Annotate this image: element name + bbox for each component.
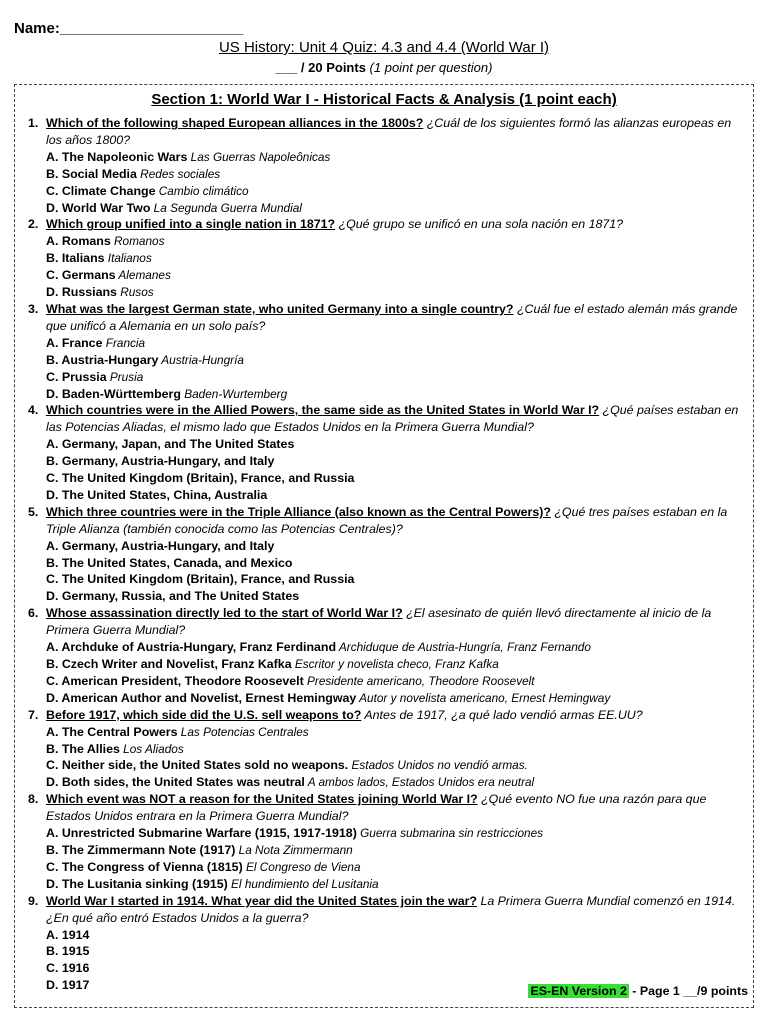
answer-option[interactable] xyxy=(28,166,750,183)
option-text-es: Presidente americano, Theodore Roosevelt xyxy=(303,673,535,688)
option-text-es: Alemanes xyxy=(115,268,171,283)
question-number: 9. xyxy=(28,893,39,908)
answer-option[interactable] xyxy=(28,741,750,758)
question-6 xyxy=(28,605,750,639)
answer-option[interactable] xyxy=(28,943,750,960)
option-text-en: C. The Congress of Vienna (1815) xyxy=(46,859,243,874)
answer-option[interactable] xyxy=(28,183,750,200)
course-name: US History xyxy=(218,39,291,56)
answer-option[interactable] xyxy=(28,487,750,504)
option-text-en: A. Romans xyxy=(46,234,111,249)
answer-option[interactable] xyxy=(28,335,750,352)
option-text-en: D. Russians xyxy=(46,285,117,300)
option-text-en: C. The United Kingdom (Britain), France, and Russia xyxy=(46,572,355,587)
question-text-en: Which group unified into a single nation in 1871? xyxy=(46,217,336,232)
question-text-en: Which three countries were in the Triple Alliance (also known as the Central Powers)? xyxy=(46,504,551,519)
option-text-es: Las Potencias Centrales xyxy=(177,724,309,739)
option-text-en: B. Czech Writer and Novelist, Franz Kafka xyxy=(46,657,292,671)
option-text-es: Las Guerras Napoleônicas xyxy=(187,149,331,164)
answer-option[interactable] xyxy=(28,284,750,301)
option-text-en: C. Climate Change xyxy=(46,183,156,198)
question-text-es: Antes de 1917, ¿a qué lado vendió armas EE.UU? xyxy=(361,707,643,722)
answer-option[interactable] xyxy=(28,774,750,791)
answer-option[interactable] xyxy=(28,538,750,555)
option-text-en: C. American President, Theodore Roosevelt xyxy=(46,673,304,688)
answer-option[interactable] xyxy=(28,470,750,487)
question-text-en: World War I started in 1914. What year did the United States join the war? xyxy=(46,893,477,908)
answer-option[interactable] xyxy=(28,233,750,250)
option-text-es: Austria-Hungría xyxy=(158,352,244,367)
option-text-en: B. The Allies xyxy=(46,741,120,756)
option-text-es: Archiduque de Austria-Hungría, Franz Fernando xyxy=(336,640,591,655)
question-text-es: ¿El asesinato de quién llevó directamente al inicio de la Primera Guerra Mundial? xyxy=(46,606,712,638)
option-text-en: A. France xyxy=(46,335,103,350)
option-text-en: B. 1915 xyxy=(46,944,90,959)
option-text-es: Francia xyxy=(102,335,146,350)
option-text-en: C. The United Kingdom (Britain), France, and Russia xyxy=(46,471,355,486)
option-text-es: Prusia xyxy=(106,369,144,384)
answer-option[interactable] xyxy=(28,876,750,893)
option-text-en: D. American Author and Novelist, Ernest Hemingway xyxy=(46,690,357,705)
answer-option[interactable] xyxy=(28,386,750,403)
quiz-title xyxy=(0,39,768,56)
option-text-es: Autor y novelista americano, Ernest Hemingway xyxy=(356,690,611,705)
option-text-en: A. The Central Powers xyxy=(46,724,178,739)
section-title: Section 1: World War I - Historical Facts & Analysis (1 point each) xyxy=(151,91,617,108)
option-text-es: Guerra submarina sin restricciones xyxy=(356,826,544,841)
question-number: 3. xyxy=(28,301,39,316)
question-text-en: What was the largest German state, who united Germany into a single country? xyxy=(46,301,514,316)
answer-option[interactable] xyxy=(28,757,750,774)
option-text-es: La Nota Zimmermann xyxy=(235,842,353,857)
option-text-en: D. Both sides, the United States was neutral xyxy=(46,775,305,790)
score-line xyxy=(0,60,768,75)
option-text-en: B. Germany, Austria-Hungary, and Italy xyxy=(46,454,275,469)
answer-option[interactable] xyxy=(28,656,750,673)
question-text-es: ¿Cuál fue el estado alemán más grande que unificó a Alemania en un solo país? xyxy=(46,301,738,333)
answer-option[interactable] xyxy=(28,842,750,859)
option-text-es: Redes sociales xyxy=(136,166,221,181)
points-note: (1 point per question) xyxy=(365,60,493,75)
question-text-es: ¿Qué tres países estaban en la Triple Alianza (también conocida como las Potencias Centrales)? xyxy=(46,504,728,536)
answer-option[interactable] xyxy=(28,673,750,690)
answer-option[interactable] xyxy=(28,453,750,470)
question-text-en: Whose assassination directly led to the start of World War I? xyxy=(46,606,403,621)
question-7 xyxy=(28,707,750,724)
question-8 xyxy=(28,791,750,825)
question-text-es: ¿Cuál de los siguientes formó las alianzas europeas en los años 1800? xyxy=(46,116,732,147)
option-text-en: B. Social Media xyxy=(46,166,137,181)
option-text-en: C. Germans xyxy=(46,268,116,283)
page-score: - Page 1 __/9 points xyxy=(628,984,748,998)
question-number: 8. xyxy=(28,792,39,807)
option-text-en: D. Germany, Russia, and The United States xyxy=(46,589,300,604)
option-text-es: Estados Unidos no vendió armas. xyxy=(348,758,528,773)
answer-option[interactable] xyxy=(28,927,750,944)
question-text-en: Which event was NOT a reason for the United States joining World War I? xyxy=(46,792,478,807)
answer-option[interactable] xyxy=(28,149,750,166)
question-text-es: La Primera Guerra Mundial comenzó en 1914. ¿En qué año entró Estados Unidos a la guerra? xyxy=(46,893,736,925)
option-text-en: A. Germany, Japan, and The United States xyxy=(46,437,295,452)
answer-option[interactable] xyxy=(28,960,750,977)
option-text-en: B. Italians xyxy=(46,251,105,266)
option-text-en: A. The Napoleonic Wars xyxy=(46,149,188,164)
question-text-en: Which of the following shaped European alliances in the 1800s? xyxy=(46,116,424,130)
quiz-subtitle: : Unit 4 Quiz: 4.3 and 4.4 (World War I) xyxy=(290,39,550,56)
question-number: 4. xyxy=(28,403,39,418)
answer-option[interactable] xyxy=(28,859,750,876)
answer-option[interactable] xyxy=(28,571,750,588)
option-text-en: B. Austria-Hungary xyxy=(46,352,159,367)
option-text-es: Rusos xyxy=(116,285,154,300)
option-text-en: C. Neither side, the United States sold no weapons. xyxy=(46,758,349,773)
option-text-en: B. The Zimmermann Note (1917) xyxy=(46,842,236,857)
answer-option[interactable] xyxy=(28,639,750,656)
option-text-es: El Congreso de Viena xyxy=(242,859,361,874)
question-text-en: Which countries were in the Allied Powers, the same side as the United States in World War I? xyxy=(46,403,600,418)
answer-option[interactable] xyxy=(28,555,750,572)
option-text-en: C. Prussia xyxy=(46,369,107,384)
question-5 xyxy=(28,504,750,538)
answer-option[interactable] xyxy=(28,267,750,284)
option-text-en: D. The United States, China, Australia xyxy=(46,487,268,502)
answer-option[interactable] xyxy=(28,724,750,741)
option-text-en: D. Baden-Württemberg xyxy=(46,386,181,401)
question-list xyxy=(28,115,750,994)
question-number: 1. xyxy=(28,116,39,130)
question-4 xyxy=(28,402,750,436)
question-text-en: Before 1917, which side did the U.S. sell weapons to? xyxy=(46,707,362,722)
answer-option[interactable] xyxy=(28,369,750,386)
option-text-en: A. Archduke of Austria-Hungary, Franz Ferdinand xyxy=(46,640,337,655)
question-3 xyxy=(28,301,750,335)
question-1 xyxy=(28,115,750,149)
option-text-en: A. Unrestricted Submarine Warfare (1915, 1917-1918) xyxy=(46,826,357,841)
question-number: 6. xyxy=(28,606,39,621)
answer-option[interactable] xyxy=(28,250,750,267)
question-number: 2. xyxy=(28,217,39,232)
question-text-es: ¿Qué países estaban en las Potencias Aliadas, el mismo lado que Estados Unidos en la Primera Guerra Mundial? xyxy=(46,403,739,435)
option-text-es: Cambio climático xyxy=(155,183,249,198)
option-text-en: B. The United States, Canada, and Mexico xyxy=(46,555,293,570)
question-number: 5. xyxy=(28,504,39,519)
option-text-en: D. 1917 xyxy=(46,978,90,993)
option-text-es: Italianos xyxy=(104,251,152,266)
answer-option[interactable] xyxy=(28,436,750,453)
question-2 xyxy=(28,216,750,233)
option-text-es: Baden-Wurtemberg xyxy=(180,386,288,401)
option-text-es: El hundimiento del Lusitania xyxy=(227,876,379,891)
option-text-es: Los Aliados xyxy=(119,741,184,756)
option-text-es: Escritor y novelista checo, Franz Kafka xyxy=(291,657,499,671)
option-text-en: D. World War Two xyxy=(46,200,151,215)
option-text-en: C. 1916 xyxy=(46,961,90,976)
option-text-en: D. The Lusitania sinking (1915) xyxy=(46,876,228,891)
question-9 xyxy=(28,893,750,927)
question-number: 7. xyxy=(28,707,39,722)
option-text-es: Romanos xyxy=(110,234,165,249)
answer-option[interactable] xyxy=(28,690,750,707)
score-blank[interactable]: ___ xyxy=(275,60,298,75)
version-badge: ES-EN Version 2 xyxy=(530,984,627,998)
answer-option[interactable] xyxy=(28,200,750,217)
question-text-es: ¿Qué evento NO fue una razón para que Estados Unidos entrara en la Primera Guerra Mundial? xyxy=(46,792,707,824)
answer-option[interactable] xyxy=(28,825,750,842)
option-text-es: A ambos lados, Estados Unidos era neutral xyxy=(304,775,535,790)
option-text-en: A. Germany, Austria-Hungary, and Italy xyxy=(46,538,275,553)
question-text-es: ¿Qué grupo se unificó en una sola nación en 1871? xyxy=(335,217,624,232)
answer-option[interactable] xyxy=(28,352,750,369)
page-footer xyxy=(528,984,748,998)
student-name-field[interactable]: Name:______________________ xyxy=(14,20,244,37)
option-text-en: A. 1914 xyxy=(46,927,90,942)
answer-option[interactable] xyxy=(28,588,750,605)
option-text-es: La Segunda Guerra Mundial xyxy=(150,200,302,215)
total-points: / 20 Points xyxy=(297,60,366,75)
